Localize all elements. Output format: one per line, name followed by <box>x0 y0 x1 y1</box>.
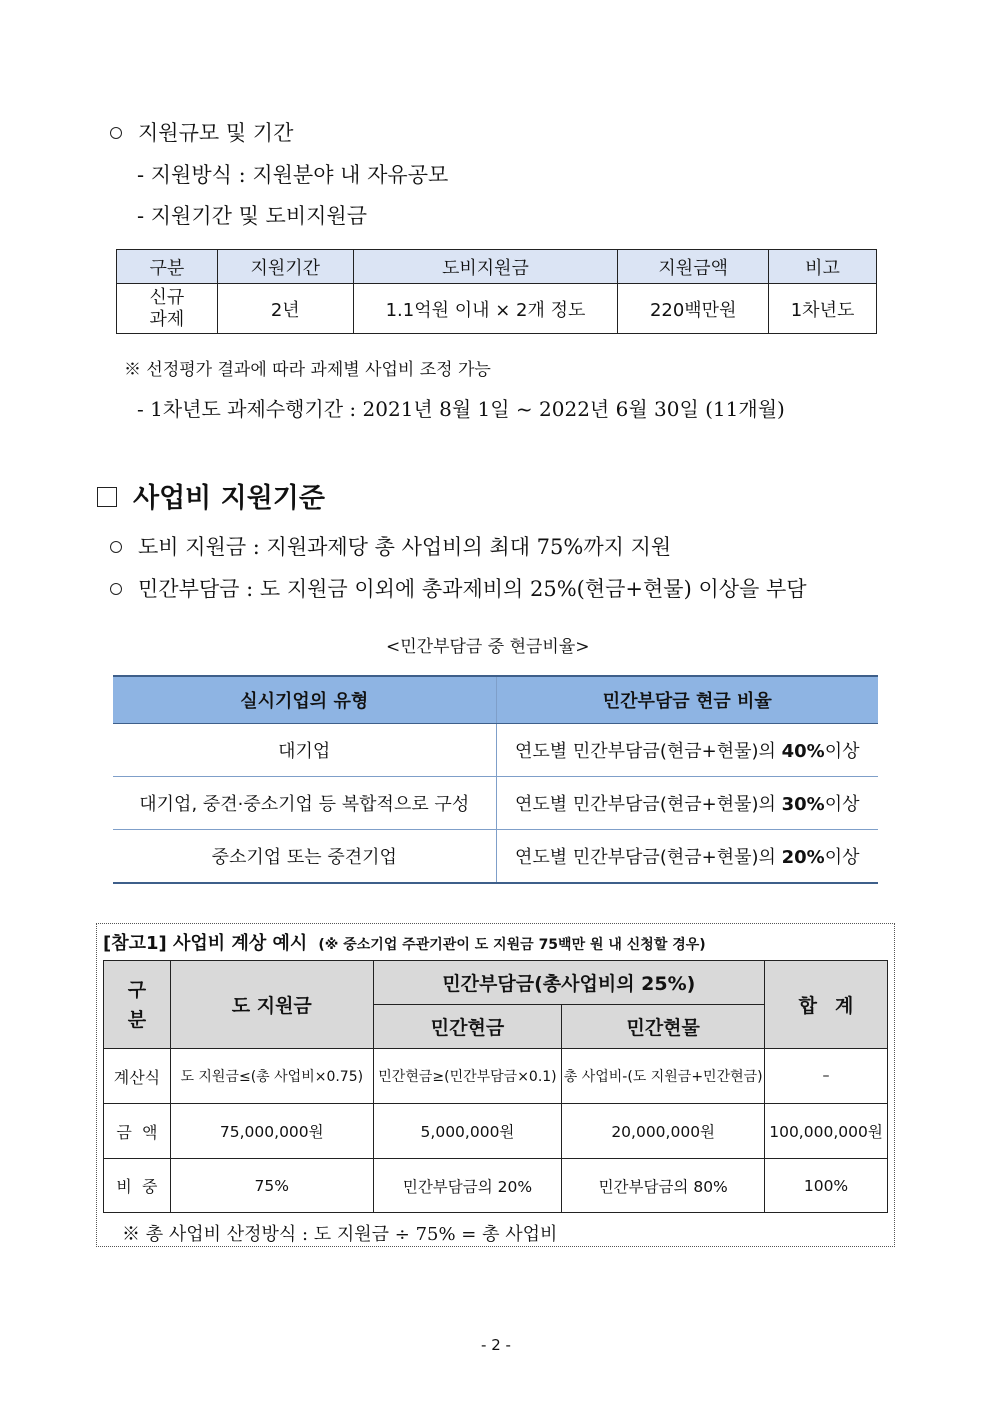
circle-bullet-icon <box>110 583 122 595</box>
cell-subsidy: 1.1억원 이내 × 2개 정도 <box>353 284 618 334</box>
cell-total: 100,000,000원 <box>765 1104 888 1159</box>
section1-heading: 지원규모 및 기간 <box>110 117 293 147</box>
header-period: 지원기간 <box>217 250 353 284</box>
header-private-burden: 민간부담금(총사업비의 25%) <box>373 961 764 1005</box>
row-label: 비 중 <box>104 1159 171 1213</box>
support-period-title: - 지원기간 및 도비지원금 <box>137 204 367 228</box>
adjustment-footnote: ※ 선정평가 결과에 따라 과제별 사업비 조정 가능 <box>124 360 491 380</box>
table-row <box>113 724 878 777</box>
cell-period: 2년 <box>217 284 353 334</box>
total-cost-footnote: ※ 총 사업비 산정방식 : 도 지원금 ÷ 75% = 총 사업비 <box>122 1224 558 1245</box>
reference-title-row <box>103 929 706 955</box>
header-amount: 지원금액 <box>618 250 769 284</box>
row-label: 계산식 <box>104 1049 171 1104</box>
budget-example-table <box>103 960 888 1213</box>
table-row <box>104 1104 888 1159</box>
table-row <box>113 830 878 884</box>
cash-ratio-caption: <민간부담금 중 현금비율> <box>386 637 590 657</box>
support-scale-table <box>116 249 877 334</box>
table-header-row <box>104 961 888 1005</box>
table-row <box>104 1159 888 1213</box>
cell-cash: 5,000,000원 <box>373 1104 562 1159</box>
cell-province: 75% <box>170 1159 373 1213</box>
cell-cash-ratio: 연도별 민간부담금(현금+현물)의 20%이상 <box>496 830 878 884</box>
cell-company-type: 대기업, 중견·중소기업 등 복합적으로 구성 <box>113 777 496 830</box>
cell-kind: 총 사업비-(도 지원금+민간현금) <box>562 1049 765 1104</box>
header-subsidy: 도비지원금 <box>353 250 618 284</box>
table-row <box>117 284 877 334</box>
section2-title: 사업비 지원기준 <box>97 476 325 515</box>
cell-company-type: 중소기업 또는 중견기업 <box>113 830 496 884</box>
private-burden-item: 민간부담금 : 도 지원금 이외에 총과제비의 25%(현금+현물) 이상을 부담 <box>110 573 807 603</box>
header-category: 구분 <box>117 250 218 284</box>
cell-total: 100% <box>765 1159 888 1213</box>
cell-amount: 220백만원 <box>618 284 769 334</box>
support-method: - 지원방식 : 지원분야 내 자유공모 <box>137 163 449 187</box>
header-category: 구 분 <box>104 961 171 1049</box>
square-bullet-icon <box>97 487 117 507</box>
header-note: 비고 <box>769 250 877 284</box>
cell-cash: 민간현금≥(민간부담금×0.1) <box>373 1049 562 1104</box>
cell-kind: 민간부담금의 80% <box>562 1159 765 1213</box>
cell-province: 75,000,000원 <box>170 1104 373 1159</box>
circle-bullet-icon <box>110 127 122 139</box>
table-row <box>104 1049 888 1104</box>
table-header-row <box>113 676 878 724</box>
header-total: 합계 <box>765 961 888 1049</box>
province-subsidy-item: 도비 지원금 : 지원과제당 총 사업비의 최대 75%까지 지원 <box>110 531 671 561</box>
reference-subtitle: (※ 중소기업 주관기관이 도 지원금 75백만 원 내 신청할 경우) <box>318 937 706 953</box>
project-period-line: - 1차년도 과제수행기간 : 2021년 8월 1일 ~ 2022년 6월 30일 (11개월) <box>137 397 785 421</box>
reference-title: [참고1] 사업비 계상 예시 <box>103 933 308 954</box>
table-row <box>113 777 878 830</box>
cell-kind: 20,000,000원 <box>562 1104 765 1159</box>
cell-total: – <box>765 1049 888 1104</box>
header-cash-ratio: 민간부담금 현금 비율 <box>496 676 878 724</box>
cell-cash-ratio: 연도별 민간부담금(현금+현물)의 30%이상 <box>496 777 878 830</box>
cell-cash: 민간부담금의 20% <box>373 1159 562 1213</box>
cell-province: 도 지원금≤(총 사업비×0.75) <box>170 1049 373 1104</box>
page-number: - 2 - <box>481 1336 511 1354</box>
cell-note: 1차년도 <box>769 284 877 334</box>
header-private-kind: 민간현물 <box>562 1005 765 1049</box>
header-company-type: 실시기업의 유형 <box>113 676 496 724</box>
row-label: 금 액 <box>104 1104 171 1159</box>
cell-category: 신규 과제 <box>117 284 218 334</box>
circle-bullet-icon <box>110 541 122 553</box>
header-province-subsidy: 도 지원금 <box>170 961 373 1049</box>
cell-company-type: 대기업 <box>113 724 496 777</box>
table-header-row <box>117 250 877 284</box>
cell-cash-ratio: 연도별 민간부담금(현금+현물)의 40%이상 <box>496 724 878 777</box>
header-private-cash: 민간현금 <box>373 1005 562 1049</box>
cash-ratio-table <box>113 675 878 884</box>
